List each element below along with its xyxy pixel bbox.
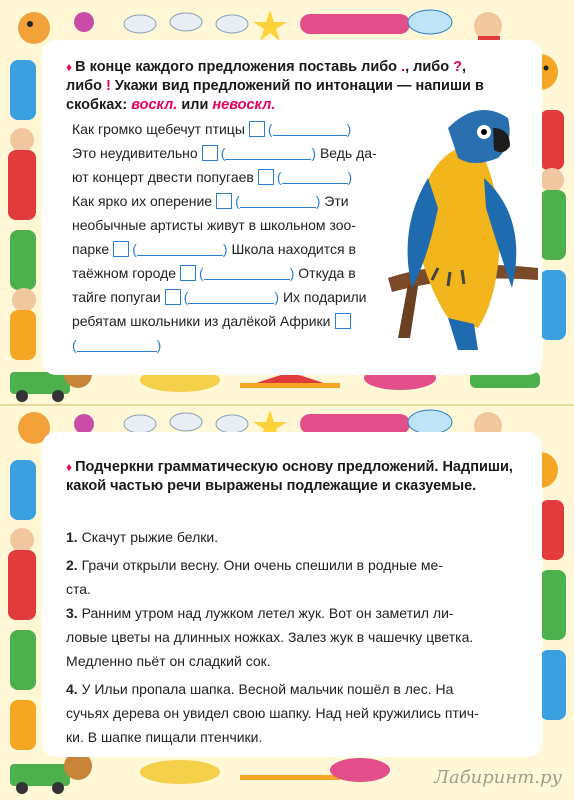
exercise-line: Как громко щебечут птицы ( )	[72, 121, 352, 137]
parrot-illustration	[388, 88, 538, 350]
intonation-blank[interactable]	[204, 279, 290, 280]
border-doodles-left	[8, 60, 36, 360]
exercise-line: парке ( ) Школа находится в	[72, 241, 356, 257]
punctuation-box[interactable]	[335, 313, 351, 329]
punctuation-box[interactable]	[202, 145, 218, 161]
task2-instructions: ♦ Подчеркни грамматическую основу предложений. Надпиши, какой частью речи выражены подлежащие и сказуемые.	[66, 459, 513, 494]
border-doodles-left-2	[8, 460, 36, 750]
intonation-blank[interactable]	[188, 303, 274, 304]
watermark: Лабиринт.ру	[433, 767, 562, 788]
intonation-blank[interactable]	[240, 207, 316, 208]
sentence-item-3: 3. Ранним утром над лужком летел жук. Вот он заметил ли- ловые цветы на длинных ножках. Залез жук в чашечку цветка. Медленно пьёт он сладкий сок.	[66, 605, 474, 669]
punctuation-box[interactable]	[113, 241, 129, 257]
exercise-line: необычные артисты живут в школьном зоо-	[72, 217, 356, 233]
exercise-line: ( )	[72, 337, 162, 353]
intonation-blank[interactable]	[137, 255, 223, 256]
punctuation-box[interactable]	[180, 265, 196, 281]
punctuation-box[interactable]	[258, 169, 274, 185]
intonation-blank[interactable]	[77, 351, 157, 352]
exercise-line: ют концерт двести попугаев ( )	[72, 169, 353, 185]
sentence-item-1: 1. Скачут рыжие белки.	[66, 529, 219, 545]
exercise-line: таёжном городе ( ) Откуда в	[72, 265, 356, 281]
exercise-line: Как ярко их оперение ( ) Эти	[72, 193, 349, 209]
exercise-line: тайге попугаи ( ) Их подарили	[72, 289, 367, 305]
intonation-blank[interactable]	[225, 159, 311, 160]
punctuation-box[interactable]	[216, 193, 232, 209]
sentence-item-4: 4. У Ильи пропала шапка. Весной мальчик пошёл в лес. На сучьях дерева он увидел свою шапку. Над ней кружились птич- ки. В шапке пищали птенчики.	[66, 681, 479, 745]
sentence-item-2: 2. Грачи открыли весну. Они очень спешили в родные ме- ста.	[66, 557, 443, 597]
bullet-diamond-icon: ♦	[66, 60, 73, 74]
border-doodles-right-2	[540, 500, 566, 720]
exercise-line: Это неудивительно ( ) Ведь да-	[72, 145, 377, 161]
punctuation-box[interactable]	[165, 289, 181, 305]
bullet-diamond-icon: ♦	[66, 460, 73, 474]
punctuation-box[interactable]	[249, 121, 265, 137]
intonation-blank[interactable]	[282, 183, 348, 184]
task1-instructions: ♦ В конце каждого предложения поставь либо ., либо ?, либо ! Укажи вид предложений по интонации — напиши в скобках: воскл. или невоскл.	[66, 59, 484, 113]
exercise-line: ребятам школьники из далёкой Африки	[72, 309, 354, 333]
border-doodles-right	[540, 110, 566, 340]
intonation-blank[interactable]	[273, 135, 347, 136]
